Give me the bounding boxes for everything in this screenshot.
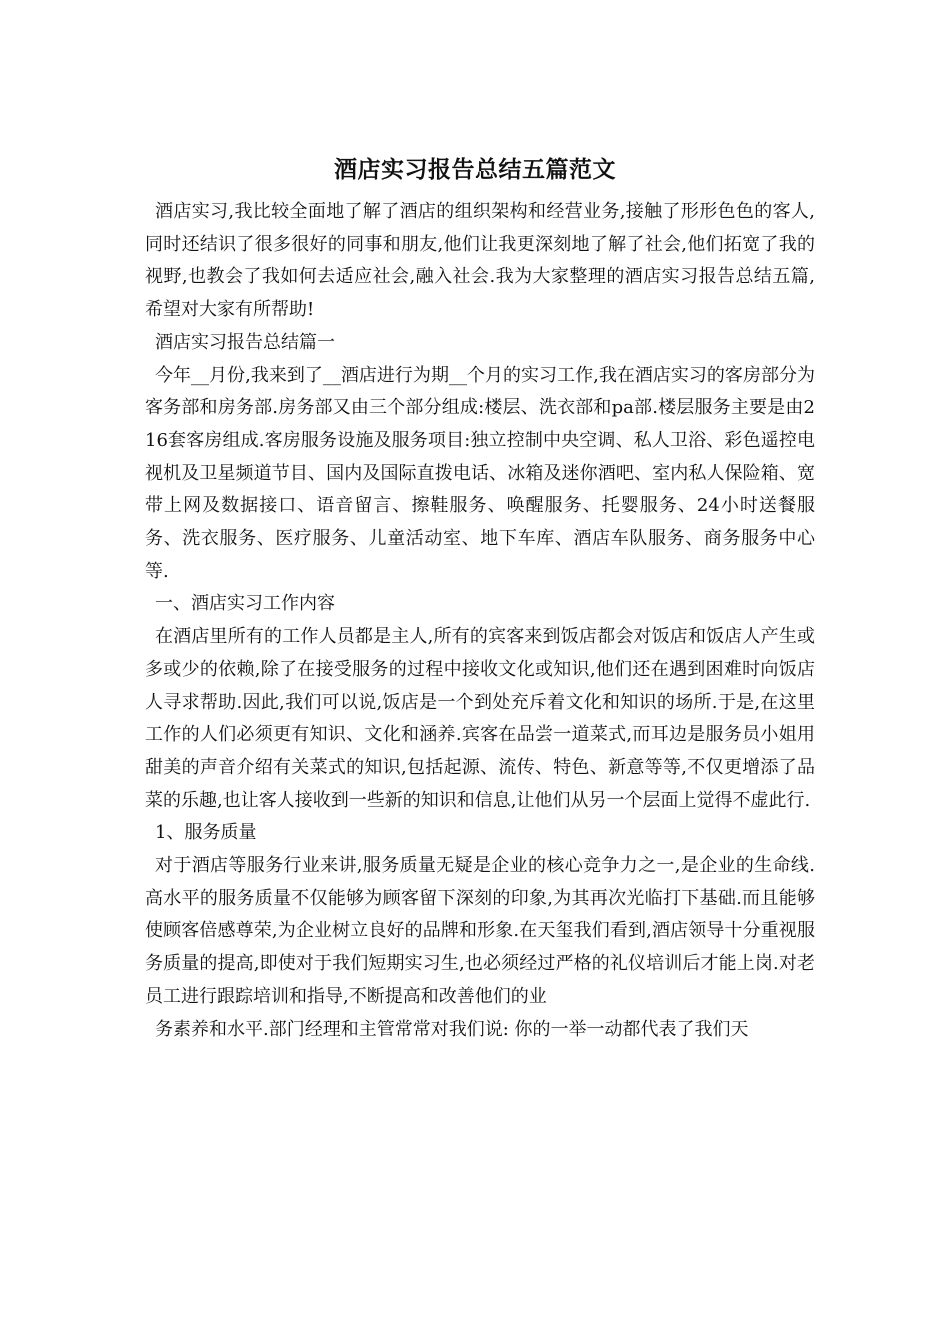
section-heading-part-one: 酒店实习报告总结篇一 <box>155 331 335 353</box>
body-paragraph-hosts: 在酒店里所有的工作人员都是主人,所有的宾客来到饭店都会对饭店和饭店人产生或多或少的依赖,除了在接受服务的过程中接收文化或知识,他们还在遇到困难时向饭店人寻求帮助.因此,我们可以说,饭店是一个到处充斥着文化和知识的场所.于是,在这里工作的人们必须更有知识、文化和涵养.宾客在品尝一道菜式,而耳边是服务员小姐用甜美的声音介绍有关菜式的知识,包括起源、流传、特色、新意等等,不仅更增添了品菜的乐趣,也让客人接收到一些新的知识和信息,让他们从另一个层面上觉得不虚此行. <box>145 626 815 811</box>
section-heading-service-quality: 1、服务质量 <box>155 822 257 844</box>
body-paragraph-rooms: 今年__月份,我来到了__酒店进行为期__个月的实习工作,我在酒店实习的客房部分为客务部和房务部.房务部又由三个部分组成:楼层、洗衣部和pa部.楼层服务主要是由216套客房组成.客房服务设施及服务项目:独立控制中央空调、私人卫浴、彩色遥控电视机及卫星频道节目、国内及国际直拨电话、冰箱及迷你酒吧、室内私人保险箱、宽带上网及数据接口、语音留言、擦鞋服务、唤醒服务、托婴服务、24小时送餐服务、洗衣服务、医疗服务、儿童活动室、地下车库、酒店车队服务、商务服务中心等. <box>145 364 815 582</box>
document-body <box>145 196 815 1046</box>
page-title: 酒店实习报告总结五篇范文 <box>334 156 616 183</box>
intro-paragraph: 酒店实习,我比较全面地了解了酒店的组织架构和经营业务,接触了形形色色的客人,同时还结识了很多很好的同事和朋友,他们让我更深刻地了解了社会,他们拓宽了我的视野,也教会了我如何去适应社会,融入社会.我为大家整理的酒店实习报告总结五篇,希望对大家有所帮助! <box>145 201 815 321</box>
section-heading-work-content: 一、酒店实习工作内容 <box>155 593 335 615</box>
body-paragraph-service-quality: 对于酒店等服务行业来讲,服务质量无疑是企业的核心竞争力之一,是企业的生命线.高水平的服务质量不仅能够为顾客留下深刻的印象,为其再次光临打下基础.而且能够使顾客倍感尊荣,为企业树立良好的品牌和形象.在天玺我们看到,酒店领导十分重视服务质量的提高,即使对于我们短期实习生,也必须经过严格的礼仪培训后才能上岗.对老员工进行跟踪培训和指导,不断提高和改善他们的业 <box>145 855 815 1007</box>
body-paragraph-continued: 务素养和水平.部门经理和主管常常对我们说: 你的一举一动都代表了我们天 <box>155 1018 749 1040</box>
